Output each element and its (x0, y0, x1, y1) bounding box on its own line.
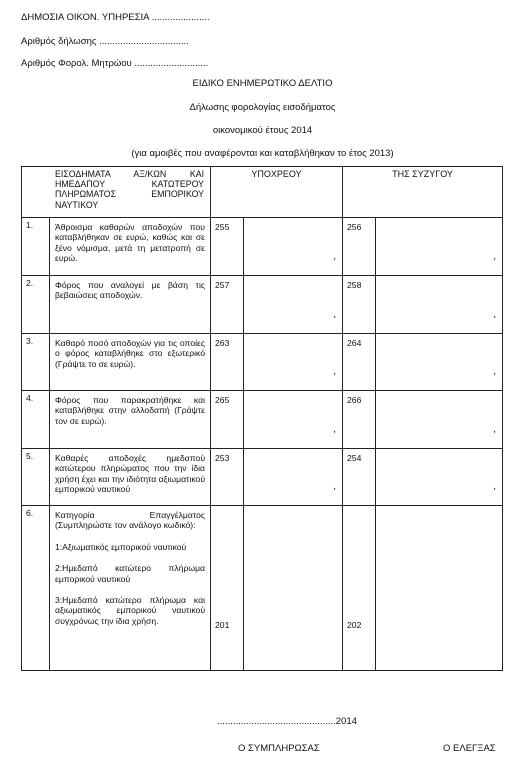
taxpayer-occupation-field[interactable] (244, 506, 343, 671)
occupation-option-3: 3:Ημεδαπό κατώτερο πλήρωμα και αξιωματικός εμπορικού ναυτικού συγχρόνως την ίδια χρήση. (55, 595, 206, 626)
table-row (22, 449, 503, 506)
spouse-amount-field[interactable] (376, 334, 503, 391)
table-header-row (22, 167, 503, 218)
row-number: 3. (22, 334, 50, 391)
decimal-comma: , (333, 250, 337, 262)
decimal-comma: , (493, 480, 497, 492)
taxpayer-amount-field[interactable] (244, 391, 343, 449)
row-description: Καθαρές αποδοχές ημεδαπού κατώτερου πληρώματος που την ίδια χρήση έχει και την ιδιότητα αξιωματικού εμπορικού ναυτικού (50, 449, 211, 506)
decimal-comma: , (333, 308, 337, 320)
spouse-code: 256 (343, 218, 376, 276)
decimal-comma: , (493, 365, 497, 377)
occupation-category-cell (50, 506, 211, 671)
row-description: Καθαρό ποσό αποδοχών για τις οποίες ο φόρος καταβλήθηκε στο εξωτερικό (Γράψτε το σε ευρώ). (50, 334, 211, 391)
spouse-code: 264 (343, 334, 376, 391)
spouse-code: 266 (343, 391, 376, 449)
income-table (21, 166, 503, 671)
occupation-option-2: 2:Ημεδαπό κατώτερο πλήρωμα εμπορικού ναυτικού (55, 563, 206, 584)
declaration-number-line[interactable]: Αριθμός δήλωσης .................................. (21, 36, 189, 47)
taxpayer-code: 257 (211, 276, 244, 334)
fiscal-year: οικονομικού έτους 2014 (212, 125, 313, 136)
row-number: 5. (22, 449, 50, 506)
decimal-comma: , (493, 423, 497, 435)
row-description: Φόρος που παρακρατήθηκε και καταβλήθηκε στην αλλοδαπή (Γράψτε τον σε ευρώ). (50, 391, 211, 449)
decimal-comma: , (333, 423, 337, 435)
spouse-occupation-field[interactable] (376, 506, 503, 671)
spouse-amount-field[interactable] (376, 276, 503, 334)
spouse-amount-field[interactable] (376, 449, 503, 506)
row-number: 2. (22, 276, 50, 334)
decimal-comma: , (333, 480, 337, 492)
occupation-category-row (22, 506, 503, 671)
table-row (22, 391, 503, 449)
taxpayer-amount-field[interactable] (244, 218, 343, 276)
spouse-amount-field[interactable] (376, 391, 503, 449)
table-row (22, 276, 503, 334)
spouse-code: 254 (343, 449, 376, 506)
taxpayer-code: 253 (211, 449, 244, 506)
tax-office-line[interactable]: ΔΗΜΟΣΙΑ ΟΙΚΟΝ. ΥΠΗΡΕΣΙΑ ...................... (21, 12, 210, 23)
form-subtitle: Δήλωσης φορολογίας εισοδήματος (189, 102, 336, 113)
decimal-comma: , (493, 308, 497, 320)
occupation-category-instruction: Κατηγορία Επαγγέλματος (Συμπληρώστε τον ανάλογο κωδικό): (55, 510, 206, 531)
spouse-code: 202 (343, 506, 376, 671)
taxpayer-amount-field[interactable] (244, 334, 343, 391)
spouse-code: 258 (343, 276, 376, 334)
taxpayer-amount-field[interactable] (244, 276, 343, 334)
taxpayer-amount-field[interactable] (244, 449, 343, 506)
spouse-column-header (343, 167, 503, 218)
taxpayer-code: 263 (211, 334, 244, 391)
row-description: Άθροισμα καθαρών αποδοχών που καταβλήθηκαν σε ευρώ, καθώς και σε ξένο νόμισμα, μετά τη μετατροπή σε ευρώ. (50, 218, 211, 276)
spouse-amount-field[interactable] (376, 218, 503, 276)
spouse-header-label: ΤΗΣ ΣΥΖΥΓΟΥ (392, 169, 453, 179)
row-number: 4. (22, 391, 50, 449)
row-number: 1. (22, 218, 50, 276)
checked-by-label: Ο ΕΛΕΓΞΑΣ (443, 743, 496, 754)
income-year-note: (για αμοιβές που αναφέρονται και καταβλήθηκαν το έτος 2013) (131, 148, 394, 159)
tax-registry-number-line[interactable]: Αριθμός Φορολ. Μητρώου ............................ (21, 58, 209, 69)
decimal-comma: , (493, 250, 497, 262)
taxpayer-code: 255 (211, 218, 244, 276)
table-row (22, 334, 503, 391)
taxpayer-header-label: ΥΠΟΧΡΕΟΥ (251, 169, 302, 179)
table-row (22, 218, 503, 276)
taxpayer-code: 201 (211, 506, 244, 671)
filled-by-label: Ο ΣΥΜΠΛΗΡΩΣΑΣ (238, 743, 320, 754)
income-category-header: ΕΙΣΟΔΗΜΑΤΑ ΑΞ/ΚΩΝ ΚΑΙ ΗΜΕΔΑΠΟΥ ΚΑΤΩΤΕΡΟΥ ΠΛΗΡΩΜΑΤΟΣ ΕΜΠΟΡΙΚΟΥ ΝΑΥΤΙΚΟΥ (22, 167, 211, 218)
taxpayer-code: 265 (211, 391, 244, 449)
taxpayer-column-header (211, 167, 343, 218)
row-number: 6. (22, 506, 50, 671)
row-description: Φόρος που αναλογεί με βάση τις βεβαιώσεις αποδοχών. (50, 276, 211, 334)
decimal-comma: , (333, 365, 337, 377)
form-title: ΕΙΔΙΚΟ ΕΝΗΜΕΡΩΤΙΚΟ ΔΕΛΤΙΟ (192, 78, 333, 89)
occupation-option-1: 1:Αξιωματικός εμπορικού ναυτικού (55, 541, 187, 552)
date-line[interactable]: .............................................2014 (217, 716, 357, 727)
